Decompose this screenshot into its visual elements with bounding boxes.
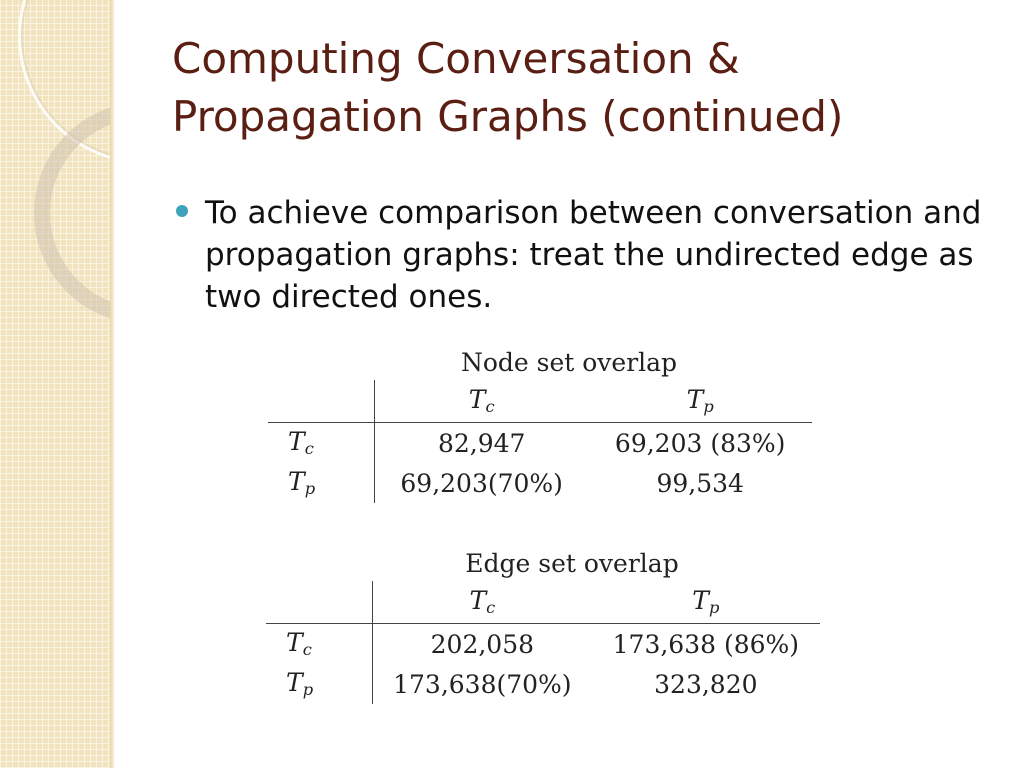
table-cell: 69,203 (83%)	[614, 428, 786, 458]
decorative-ring-bottom	[34, 102, 113, 324]
bullet-item	[176, 192, 996, 318]
table-cell: 323,820	[654, 669, 758, 699]
table-row	[268, 423, 812, 464]
table-cell: 202,058	[430, 629, 535, 659]
decorative-strip	[0, 0, 113, 768]
overlap-table	[268, 380, 812, 503]
row-header-tp: $T_p$	[266, 664, 373, 704]
column-header-tp: $T_p$	[592, 581, 820, 624]
table-cell: 99,534	[656, 468, 744, 498]
table-cell: 69,203(70%)	[400, 468, 563, 498]
table-row	[268, 463, 812, 503]
table-row	[266, 664, 820, 704]
table-caption: Node set overlap	[460, 348, 678, 377]
row-header-tc: $T_c$	[266, 624, 373, 665]
column-header-tp: $T_p$	[588, 380, 812, 423]
table-caption: Edge set overlap	[465, 549, 679, 578]
row-header-tc: $T_c$	[268, 423, 375, 464]
bullet-text: To achieve comparison between conversation and propagation graphs: treat the undirected edge as two directed ones.	[205, 195, 982, 315]
table-cell: 173,638 (86%)	[612, 629, 800, 659]
bullet-dot-icon	[176, 205, 188, 217]
table-cell: 82,947	[437, 428, 526, 458]
slide-title: Computing Conversation & Propagation Graphs (continued)	[172, 34, 844, 141]
edge-overlap-table	[266, 547, 820, 704]
strip-edge	[110, 0, 114, 768]
table-cell: 173,638(70%)	[393, 669, 572, 699]
node-overlap-table	[268, 346, 812, 503]
table-corner-cell	[268, 380, 375, 423]
column-header-tc: $T_c$	[373, 581, 592, 624]
overlap-table	[266, 581, 820, 704]
table-corner-cell	[266, 581, 373, 624]
table-row	[266, 624, 820, 665]
row-header-tp: $T_p$	[268, 463, 375, 503]
column-header-tc: $T_c$	[375, 380, 589, 423]
